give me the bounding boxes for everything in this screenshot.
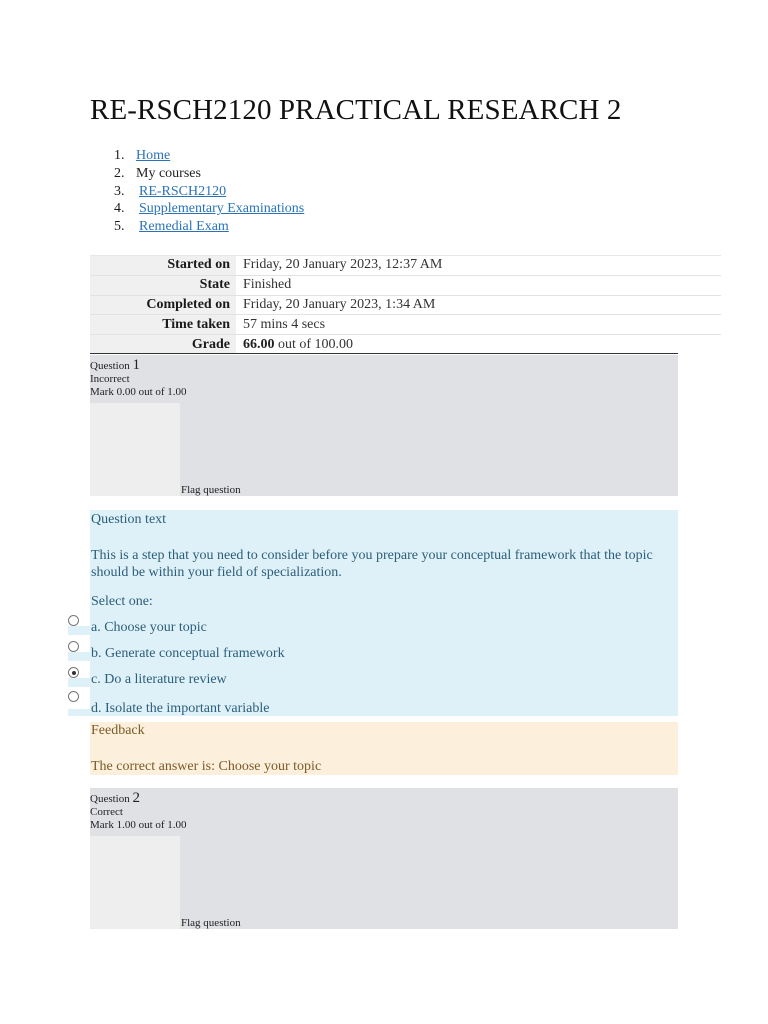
quiz-summary-table bbox=[90, 255, 721, 354]
breadcrumb-number: 3. bbox=[114, 183, 125, 199]
breadcrumb-number: 2. bbox=[114, 165, 125, 181]
grade-suffix: out of 100.00 bbox=[274, 336, 354, 352]
breadcrumb-number: 4. bbox=[114, 201, 125, 217]
question-1-info bbox=[90, 355, 678, 496]
question-number bbox=[90, 359, 678, 373]
summary-row bbox=[90, 256, 721, 276]
question-2-info bbox=[90, 788, 678, 929]
option-strip bbox=[68, 709, 90, 716]
radio-option-c[interactable] bbox=[68, 667, 79, 678]
question-prefix: Question bbox=[90, 360, 133, 372]
page-title: RE-RSCH2120 PRACTICAL RESEARCH 2 bbox=[90, 94, 622, 126]
summary-row bbox=[90, 315, 721, 335]
summary-value: Friday, 20 January 2023, 12:37 AM bbox=[236, 256, 721, 276]
question-number-value: 2 bbox=[132, 790, 140, 806]
feedback-text: The correct answer is: Choose your topic bbox=[91, 759, 322, 774]
breadcrumb-link-remedial-exam[interactable]: Remedial Exam bbox=[139, 219, 229, 235]
summary-label: State bbox=[90, 275, 236, 295]
breadcrumb-link-course[interactable]: RE-RSCH2120 bbox=[139, 183, 227, 199]
question-text: This is a step that you need to consider before you prepare your conceptual framework that the topic should be within your field of specialization. bbox=[91, 548, 653, 580]
breadcrumb-item bbox=[90, 165, 304, 183]
summary-label: Completed on bbox=[90, 295, 236, 315]
breadcrumb-item bbox=[90, 147, 304, 165]
option-strip bbox=[68, 626, 90, 635]
breadcrumb-item bbox=[90, 200, 304, 218]
radio-option-d[interactable] bbox=[68, 691, 79, 702]
breadcrumb-link-home[interactable]: Home bbox=[136, 148, 171, 163]
breadcrumb-item bbox=[90, 183, 304, 201]
summary-row bbox=[90, 275, 721, 295]
option-strip bbox=[68, 678, 90, 687]
breadcrumb-number: 5. bbox=[114, 219, 125, 235]
breadcrumb-link-supplementary[interactable]: Supplementary Examinations bbox=[139, 201, 305, 217]
question-number-value: 1 bbox=[132, 357, 140, 373]
summary-value: 57 mins 4 secs bbox=[236, 315, 721, 335]
summary-divider bbox=[90, 353, 678, 354]
summary-value: Friday, 20 January 2023, 1:34 AM bbox=[236, 295, 721, 315]
summary-value: Finished bbox=[236, 275, 721, 295]
summary-label: Grade bbox=[90, 335, 236, 355]
answer-option-c[interactable]: c. Do a literature review bbox=[91, 672, 227, 687]
summary-label: Started on bbox=[90, 256, 236, 276]
breadcrumb-text-my-courses: My courses bbox=[136, 165, 201, 181]
radio-option-a[interactable] bbox=[68, 615, 79, 626]
flag-question-link[interactable]: Flag question bbox=[181, 917, 241, 929]
select-one-prompt: Select one: bbox=[91, 594, 153, 609]
summary-label: Time taken bbox=[90, 315, 236, 335]
breadcrumb bbox=[90, 147, 304, 236]
question-text-heading: Question text bbox=[91, 512, 167, 527]
flag-question-link[interactable]: Flag question bbox=[181, 484, 241, 496]
answer-option-a[interactable]: a. Choose your topic bbox=[91, 620, 207, 635]
breadcrumb-number: 1. bbox=[114, 148, 125, 163]
question-1-feedback bbox=[90, 722, 678, 775]
grade-score: 66.00 bbox=[243, 336, 275, 352]
breadcrumb-item bbox=[90, 218, 304, 236]
answer-option-d[interactable]: d. Isolate the important variable bbox=[91, 701, 270, 716]
summary-row bbox=[90, 295, 721, 315]
question-grade: Mark 0.00 out of 1.00 bbox=[90, 386, 187, 398]
flag-area bbox=[90, 836, 180, 929]
question-number bbox=[90, 792, 678, 806]
summary-value bbox=[236, 335, 721, 355]
summary-row bbox=[90, 335, 721, 355]
feedback-heading: Feedback bbox=[91, 723, 145, 738]
option-strip bbox=[68, 652, 90, 661]
question-prefix: Question bbox=[90, 793, 133, 805]
flag-area bbox=[90, 403, 180, 496]
question-grade: Mark 1.00 out of 1.00 bbox=[90, 819, 187, 831]
radio-option-b[interactable] bbox=[68, 641, 79, 652]
question-state: Correct bbox=[90, 806, 123, 818]
answer-option-b[interactable]: b. Generate conceptual framework bbox=[91, 646, 285, 661]
question-state: Incorrect bbox=[90, 373, 130, 385]
question-1-formulation bbox=[90, 510, 678, 716]
